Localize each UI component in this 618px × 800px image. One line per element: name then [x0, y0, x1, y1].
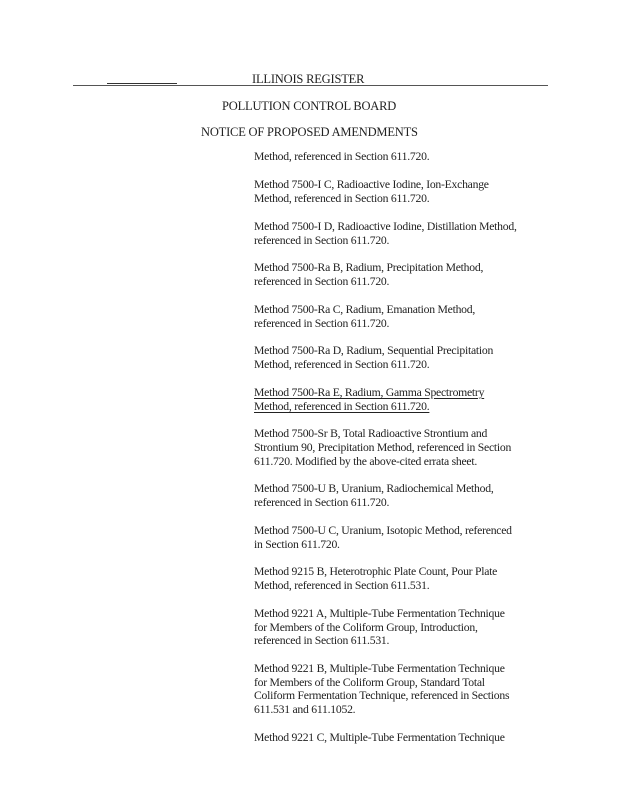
- entry-line: Method 7500-Sr B, Total Radioactive Strontium and: [254, 427, 488, 441]
- method-entry: [254, 427, 554, 468]
- entry-line: referenced in Section 611.720.: [254, 316, 390, 330]
- method-entry: [254, 731, 554, 745]
- method-entry: [254, 607, 554, 648]
- method-entry: [254, 482, 554, 509]
- header-rule-left: [107, 83, 177, 84]
- entry-line: for Members of the Coliform Group, Standard Total: [254, 675, 485, 689]
- entry-line: Coliform Fermentation Technique, referenced in Sections: [254, 689, 510, 703]
- entry-line: Method 9215 B, Heterotrophic Plate Count, Pour Plate: [254, 565, 498, 579]
- entry-line: Method, referenced in Section 611.720.: [254, 192, 430, 206]
- entry-line: referenced in Section 611.720.: [254, 496, 390, 510]
- method-entry: [254, 662, 554, 716]
- entry-line: Method 9221 A, Multiple-Tube Fermentation Technique: [254, 606, 505, 620]
- entry-line: Method 7500-Ra B, Radium, Precipitation Method,: [254, 261, 484, 275]
- entry-line: referenced in Section 611.720.: [254, 233, 390, 247]
- method-entry: [254, 150, 554, 164]
- entry-line: Method, referenced in Section 611.531.: [254, 579, 430, 593]
- method-list: [254, 150, 554, 759]
- entry-line: Method 9221 B, Multiple-Tube Fermentation Technique: [254, 662, 505, 675]
- method-entry-inserted: [254, 386, 554, 413]
- entry-line: Method 7500-U B, Uranium, Radiochemical Method,: [254, 482, 494, 496]
- entry-line: referenced in Section 611.720.: [254, 275, 390, 289]
- entry-line: in Section 611.720.: [254, 537, 340, 551]
- method-entry: [254, 344, 554, 371]
- method-entry: [254, 261, 554, 288]
- method-entry: [254, 303, 554, 330]
- entry-line: Method 9221 C, Multiple-Tube Fermentation Technique: [254, 730, 505, 744]
- entry-line: Method 7500-U C, Uranium, Isotopic Method, referenced: [254, 523, 512, 537]
- entry-line: for Members of the Coliform Group, Introduction,: [254, 620, 478, 634]
- entry-line: Method 7500-Ra C, Radium, Emanation Method,: [254, 302, 476, 316]
- method-entry: [254, 220, 554, 247]
- entry-line: 611.531 and 611.1052.: [254, 702, 356, 716]
- method-entry: [254, 178, 554, 205]
- entry-line: referenced in Section 611.531.: [254, 634, 390, 648]
- entry-line: Method 7500-Ra D, Radium, Sequential Precipitation: [254, 344, 494, 358]
- entry-line: Method, referenced in Section 611.720.: [254, 399, 430, 413]
- board-title: POLLUTION CONTROL BOARD: [222, 99, 397, 113]
- notice-title: NOTICE OF PROPOSED AMENDMENTS: [201, 125, 418, 139]
- method-entry: [254, 565, 554, 592]
- register-title: ILLINOIS REGISTER: [252, 72, 365, 86]
- entry-line: Method, referenced in Section 611.720.: [254, 358, 430, 372]
- entry-line: 611.720. Modified by the above-cited errata sheet.: [254, 454, 478, 468]
- entry-line: Strontium 90, Precipitation Method, referenced in Section: [254, 440, 512, 454]
- entry-line: Method 7500-I C, Radioactive Iodine, Ion-Exchange: [254, 178, 489, 192]
- method-entry: [254, 524, 554, 551]
- entry-line: Method 7500-Ra E, Radium, Gamma Spectrometry: [254, 385, 485, 399]
- entry-line: Method 7500-I D, Radioactive Iodine, Distillation Method,: [254, 219, 517, 233]
- entry-line: Method, referenced in Section 611.720.: [254, 150, 430, 163]
